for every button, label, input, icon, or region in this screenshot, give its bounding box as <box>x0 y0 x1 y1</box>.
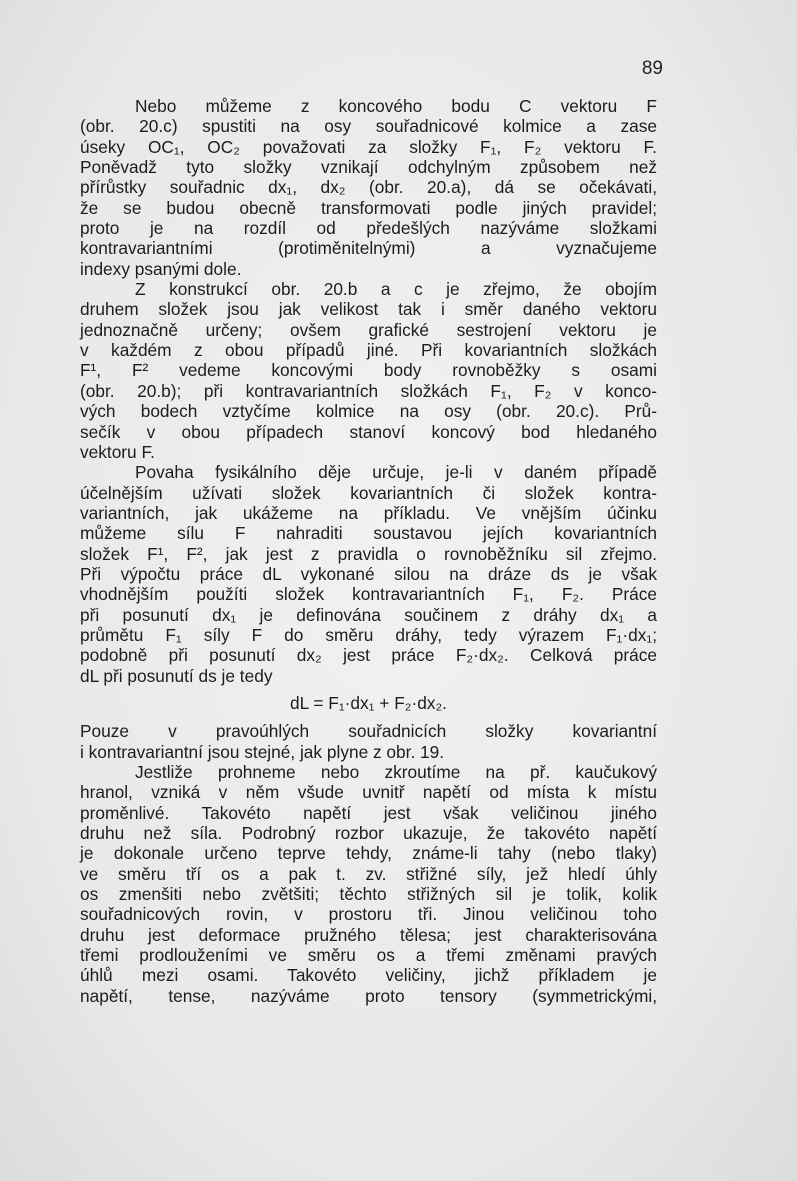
text-line: složek F¹, F², jak jest z pravidla o rovnoběžníku sil zřejmo. <box>80 543 657 564</box>
text-line: je dokonale určeno teprve tehdy, známe-li tahy (nebo tlaky) <box>80 843 657 864</box>
text-line: druhem složek jsou jak velikost tak i směr daného vektoru <box>80 299 657 320</box>
text-line: úhlů mezi osami. Takovéto veličiny, jichž příkladem je <box>80 965 657 986</box>
text-line: (obr. 20.c) spustiti na osy souřadnicové kolmice a zase <box>80 116 657 137</box>
text-line: i kontravariantní jsou stejné, jak plyne z obr. 19. <box>80 741 445 762</box>
text-line: druhu jest deformace pružného tělesa; jest charakterisována <box>80 924 657 945</box>
text-line: indexy psanými dole. <box>80 258 242 279</box>
text-line: vektoru F. <box>80 441 155 462</box>
text-line: ve směru tří os a pak t. zv. střižné síly, jež hledí úhly <box>80 863 657 884</box>
text-line: proměnlivé. Takovéto napětí jest však veličinou jiného <box>80 802 657 823</box>
text-line: vhodnějším použíti složek kontravariantních F₁, F₂. Práce <box>80 584 657 605</box>
text-line: hranol, vzniká v něm všude uvnitř napětí od místa k místu <box>80 782 657 803</box>
text-line: úseky OC₁, OC₂ považovati za složky F₁, F₂ vektoru F. <box>80 136 657 157</box>
text-line: že se budou obecně transformovati podle jiných pravidel; <box>80 197 657 218</box>
text-line: druhu než síla. Podrobný rozbor ukazuje, že takovéto napětí <box>80 823 657 844</box>
text-line: podobně při posunutí dx₂ jest práce F₂·dx₂. Celková práce <box>80 645 657 666</box>
text-line: Pouze v pravoúhlých souřadnicích složky kovariantní <box>80 721 657 742</box>
page-number: 89 <box>641 58 663 79</box>
text-line: sečík v obou případech stanoví koncový bod hledaného <box>80 421 657 442</box>
text-line: účelnějším užívati složek kovariantních či složek kontra- <box>80 482 657 503</box>
text-line: při posunutí dx₁ je definována součinem z dráhy dx₁ a <box>80 604 657 625</box>
text-line: průmětu F₁ síly F do směru dráhy, tedy výrazem F₁·dx₁; <box>80 624 657 645</box>
text-line: Jestliže prohneme nebo zkroutíme na př. kaučukový <box>135 762 657 782</box>
text-line: dL při posunutí ds je tedy <box>80 665 273 686</box>
text-line: přírůstky souřadnic dx₁, dx₂ (obr. 20.a), dá se očekávati, <box>80 177 657 198</box>
body-text <box>80 96 657 1006</box>
text-line: vých bodech vztyčíme kolmice na osy (obr. 20.c). Prů- <box>80 401 657 422</box>
text-line: variantních, jak ukážeme na příkladu. Ve vnějším účinku <box>80 502 657 523</box>
text-line: Povaha fysikálního děje určuje, je-li v daném případě <box>135 462 657 483</box>
text-line: (obr. 20.b); při kontravariantních složkách F₁, F₂ v konco- <box>80 380 657 401</box>
text-line: Nebo můžeme z koncového bodu C vektoru F <box>135 96 657 116</box>
text-line: souřadnicových rovin, v prostoru tři. Jinou veličinou toho <box>80 904 657 925</box>
text-line: v každém z obou případů jiné. Při kovariantních složkách <box>80 340 657 361</box>
text-line: F¹, F² vedeme koncovými body rovnoběžky s osami <box>80 360 657 381</box>
text-line: můžeme sílu F nahraditi soustavou jejích kovariantních <box>80 523 657 544</box>
text-line: napětí, tense, nazýváme proto tensory (symmetrickými, <box>80 985 657 1006</box>
text-line: třemi prodlouženími ve směru os a třemi změnami pravých <box>80 945 657 966</box>
text-line: Z konstrukcí obr. 20.b a c je zřejmo, že obojím <box>135 279 657 300</box>
equation-line: dL = F₁·dx₁ + F₂·dx₂. <box>290 692 447 713</box>
text-line: os zmenšiti nebo zvětšiti; těchto střižných sil je tolik, kolik <box>80 884 657 905</box>
text-line: Při výpočtu práce dL vykonané silou na dráze ds je však <box>80 563 657 584</box>
text-line: jednoznačně určeny; ovšem grafické sestrojení vektoru je <box>80 319 657 340</box>
text-line: Poněvadž tyto složky vznikají odchylným způsobem než <box>80 157 657 178</box>
text-line: proto je na rozdíl od předešlých nazýváme složkami <box>80 218 657 239</box>
text-line: kontravariantními (protiměnitelnými) a vyznačujeme <box>80 238 657 259</box>
